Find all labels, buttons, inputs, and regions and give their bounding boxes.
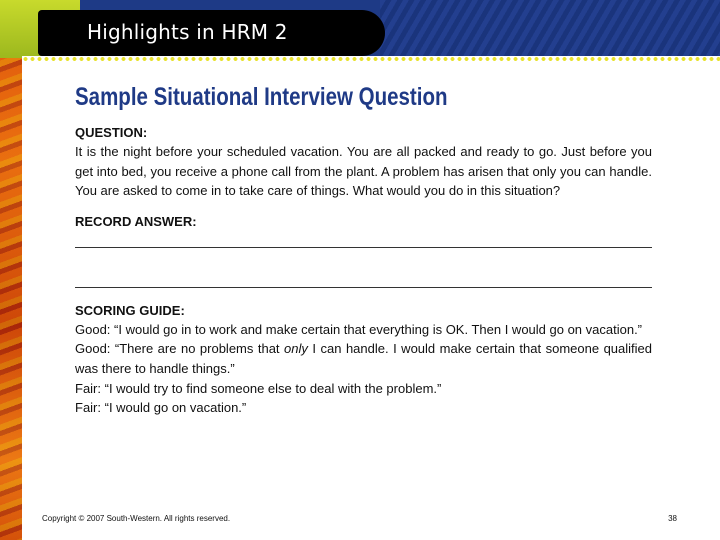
- scoring-item-suffix: I can handle. I would make certain that someone qualified was there to handle things.”: [75, 341, 652, 376]
- answer-line-2: [75, 287, 652, 288]
- page-heading: Sample Situational Interview Question: [75, 83, 448, 111]
- scoring-item-prefix: Good: “There are no problems that: [75, 341, 285, 357]
- question-label: QUESTION:: [75, 125, 148, 140]
- scoring-item: Good: “I would go in to work and make certain that everything is OK. Then I would go on vacation.”: [75, 321, 643, 337]
- title-bar-texture: [380, 0, 720, 58]
- title-bar: [0, 0, 720, 58]
- scoring-item: Fair: “I would try to find someone else to deal with the problem.”: [75, 380, 442, 396]
- slide-title: Highlights in HRM 2: [87, 20, 288, 44]
- record-answer-label: RECORD ANSWER:: [75, 213, 197, 229]
- question-text: It is the night before your scheduled vacation. You are all packed and ready to go. Just before you get into bed, you receive a phone call from the plant. A problem has arisen that only you can handle. You are asked to come in to take care of things. What would you do in this situation?: [75, 144, 652, 199]
- page-number: 38: [668, 514, 677, 523]
- dotted-divider: [22, 56, 720, 62]
- copyright-notice: Copyright © 2007 South-Western. All rights reserved.: [42, 514, 231, 523]
- scoring-item: [75, 339, 652, 378]
- scoring-item-emphasis: only: [284, 341, 308, 357]
- slide-content: [75, 80, 652, 418]
- scoring-item: Fair: “I would go on vacation.”: [75, 400, 247, 416]
- decorative-left-strip: [0, 0, 22, 540]
- scoring-guide-label: SCORING GUIDE:: [75, 302, 185, 318]
- answer-line-1: [75, 247, 652, 248]
